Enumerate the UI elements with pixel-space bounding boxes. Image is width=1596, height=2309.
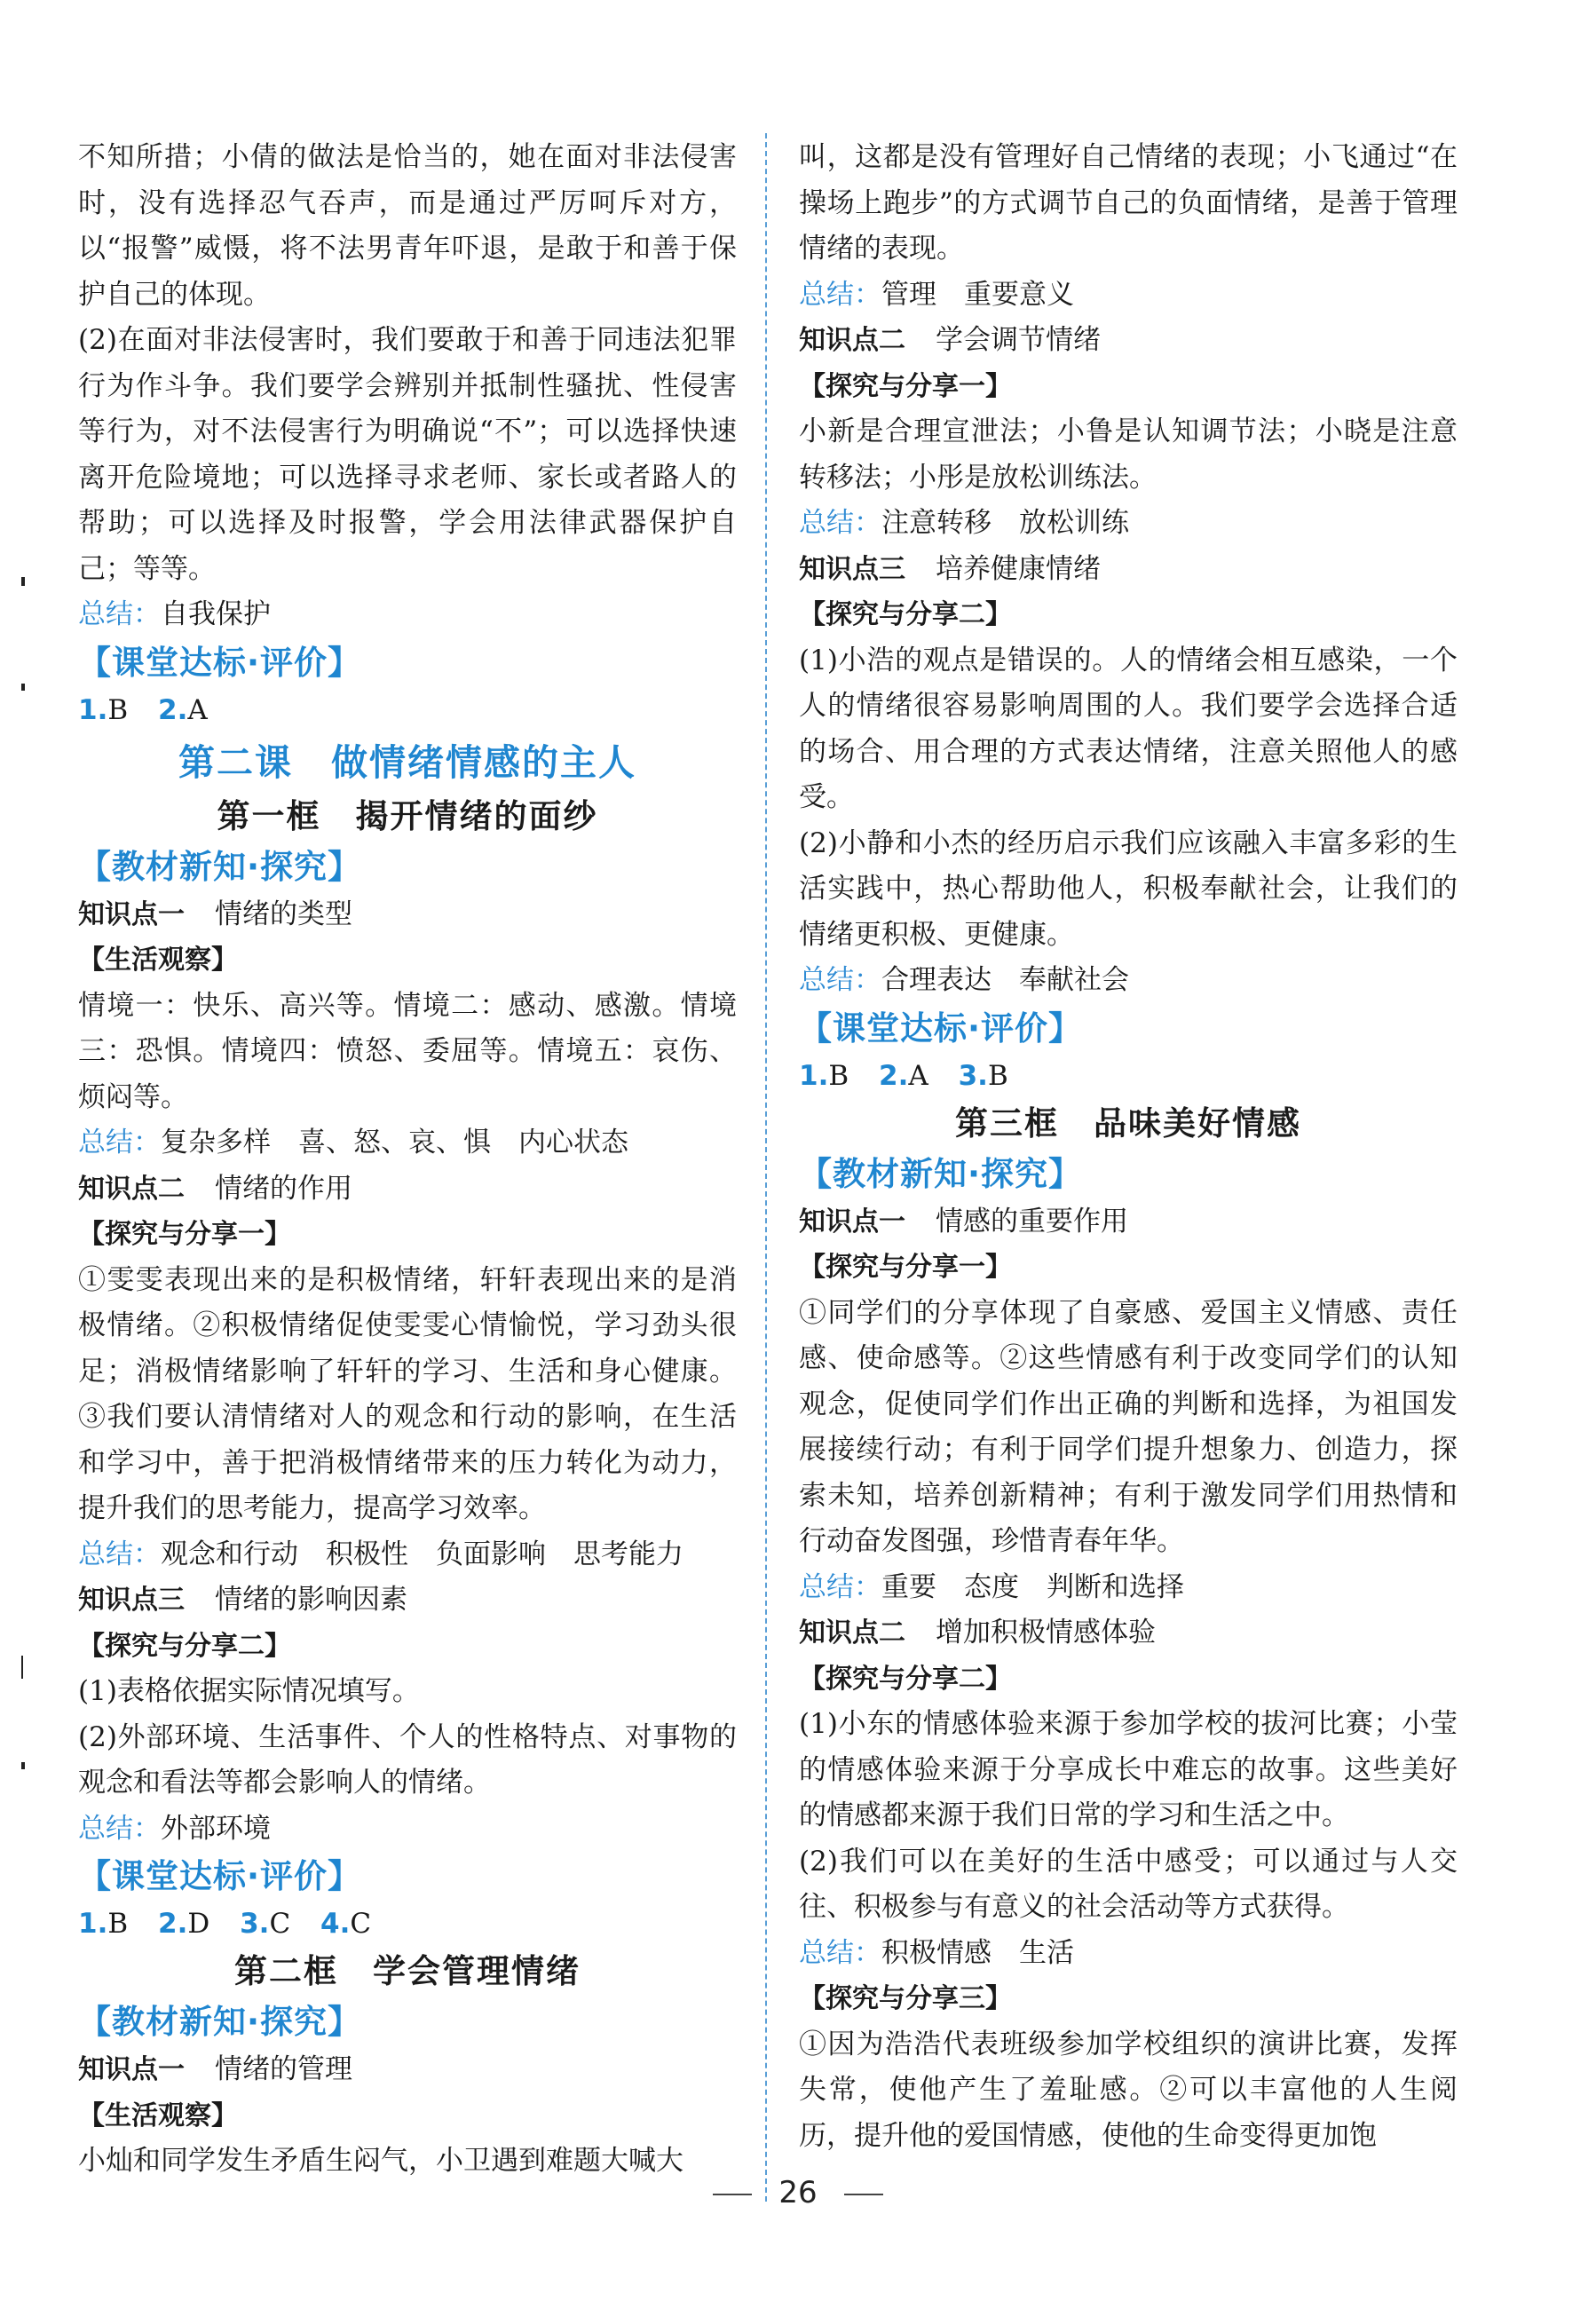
binding-mark [21,1762,25,1769]
paragraph: ①雯雯表现出来的是积极情绪，轩轩表现出来的是消极情绪。②积极情绪促使雯雯心情愉悦，学习劲头很足；消极情绪影响了轩轩的学习、生活和身心健康。③我们要认清情绪对人的观念和行动的影响，在生活和学习中，善于把消极情绪带来的压力转化为动力，提升我们的思考能力，提高学习效率。 [78,1263,737,1524]
paragraph: 叫，这都是没有管理好自己情绪的表现；小飞通过“在操场上跑步”的方式调节自己的负面情绪，是善于管理情绪的表现。 [799,141,1458,265]
summary [78,592,737,638]
activity-tag: 【探究与分享二】 [799,599,1012,630]
frame-title: 第三框 品味美好情感 [955,1103,1301,1143]
knowledge-point: 知识点一 情绪的管理 [78,2053,352,2085]
activity-tag: 【生活观察】 [78,945,238,976]
paragraph: 小灿和同学发生矛盾生闷气，小卫遇到难题大喊大 [78,2145,683,2177]
summary: 总结：合理表达 奉献社会 [799,964,1129,996]
answer-line: 1.B 2.A 3.B [799,1059,1008,1092]
section-heading: 【教材新知·探究】 [78,847,362,886]
knowledge-point: 知识点一 情绪的类型 [78,898,352,930]
paragraph: (2)小静和小杰的经历启示我们应该融入丰富多彩的生活实践中，热心帮助他人，积极奉献社会，让我们的情绪更积极、更健康。 [799,826,1458,951]
activity-tag: 【生活观察】 [78,2099,238,2131]
paragraph: ①因为浩浩代表班级参加学校组织的演讲比赛，发挥失常，使他产生了羞耻感。②可以丰富他的人生阅历，提升他的爱国情感，使他的生命变得更加饱 [799,2028,1458,2152]
page-number: 26 [0,2175,1596,2210]
summary-text: 自我保护 [161,598,271,630]
activity-tag: 【探究与分享二】 [78,1630,291,1662]
knowledge-point: 知识点二 学会调节情绪 [799,324,1101,356]
activity-tag: 【探究与分享三】 [799,1983,1012,2014]
section-heading: 【课堂达标·评价】 [78,1857,362,1895]
answer-line: 1.B 2.D 3.C 4.C [78,1908,372,1940]
frame-title: 第二框 学会管理情绪 [234,1952,581,1990]
knowledge-point: 知识点三 培养健康情绪 [799,552,1101,585]
section-heading: 【课堂达标·评价】 [78,643,362,682]
paragraph: (2)外部环境、生活事件、个人的性格特点、对事物的观念和看法等都会影响人的情绪。 [78,1720,737,1799]
knowledge-point: 知识点二 增加积极情感体验 [799,1617,1156,1649]
paragraph: (2)我们可以在美好的生活中感受；可以通过与人交往、积极参与有意义的社会活动等方式获得。 [799,1845,1458,1923]
column-divider [765,133,767,2202]
summary: 总结：复杂多样 喜、怒、哀、惧 内心状态 [78,1127,628,1158]
left-column [78,135,737,2185]
section-heading: 【课堂达标·评价】 [799,1008,1083,1048]
activity-tag: 【探究与分享一】 [78,1219,291,1250]
activity-tag: 【探究与分享二】 [799,1663,1012,1695]
lesson-title: 第二课 做情绪情感的主人 [178,740,636,784]
knowledge-point: 知识点一 情感的重要作用 [799,1205,1128,1238]
frame-title: 第一框 揭开情绪的面纱 [217,796,598,835]
summary: 总结：外部环境 [78,1812,271,1845]
paragraph: 情境一：快乐、高兴等。情境二：感动、感激。情境三：恐惧。情境四：愤怒、委屈等。情境五：哀伤、烦闷等。 [78,989,737,1113]
summary: 总结：观念和行动 积极性 负面影响 思考能力 [78,1538,683,1570]
activity-tag: 【探究与分享一】 [799,1252,1012,1283]
paragraph: (1)小东的情感体验来源于参加学校的拔河比赛；小莹的情感体验来源于分享成长中难忘的故事。这些美好的情感都来源于我们日常的学习和生活之中。 [799,1708,1458,1831]
section-heading: 【教材新知·探究】 [799,1154,1083,1193]
summary: 总结：注意转移 放松训练 [799,507,1129,539]
activity-tag: 【探究与分享一】 [799,370,1012,402]
paragraph: 小新是合理宣泄法；小鲁是认知调节法；小晓是注意转移法；小彤是放松训练法。 [799,415,1458,494]
knowledge-point: 知识点二 情绪的作用 [78,1172,352,1205]
paragraph: (1)表格依据实际情况填写。 [78,1675,420,1707]
binding-mark [21,577,25,586]
knowledge-point: 知识点三 情绪的影响因素 [78,1584,407,1616]
binding-mark [21,1656,23,1679]
summary-label: 总结： [78,598,161,630]
paragraph: ①同学们的分享体现了自豪感、爱国主义情感、责任感、使命感等。②这些情感有利于改变同学们的认知观念，促使同学们作出正确的判断和选择，为祖国发展接续行动；有利于同学们提升想象力、创造力，探索未知，培养创新精神；有利于激发同学们用热情和行动奋发图强，珍惜青春年华。 [799,1296,1458,1557]
summary: 总结：重要 态度 判断和选择 [799,1570,1184,1603]
paragraph: 不知所措；小倩的做法是恰当的，她在面对非法侵害时，没有选择忍气吞声，而是通过严厉呵斥对方，以“报警”威慑，将不法男青年吓退，是敢于和善于保护自己的体现。 [78,141,737,311]
paragraph: (1)小浩的观点是错误的。人的情绪会相互感染，一个人的情绪很容易影响周围的人。我们要学会选择合适的场合、用合理的方式表达情绪，注意关照他人的感受。 [799,644,1458,813]
binding-mark [21,684,25,691]
summary: 总结：积极情感 生活 [799,1936,1074,1969]
section-heading: 【教材新知·探究】 [78,2003,362,2041]
answer-line: 1.B 2.A [78,693,208,726]
paragraph: (2)在面对非法侵害时，我们要敢于和善于同违法犯罪行为作斗争。我们要学会辨别并抵制性骚扰、性侵害等行为，对不法侵害行为明确说“不”；可以选择快速离开危险境地；可以选择寻求老师、家长或者路人的帮助；可以选择及时报警，学会用法律武器保护自己；等等。 [78,324,737,585]
summary: 总结：管理 重要意义 [799,278,1074,311]
right-column [799,135,1458,2159]
